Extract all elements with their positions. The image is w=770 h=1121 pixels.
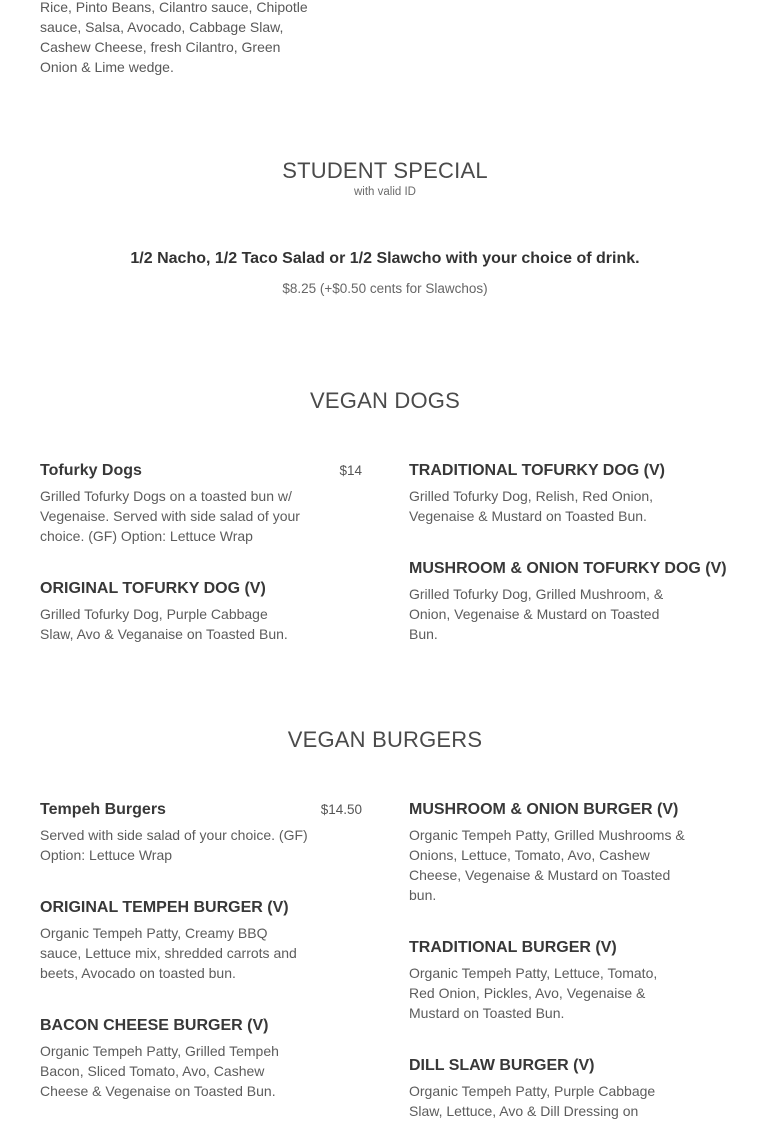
item-description: Grilled Tofurky Dog, Purple Cabbage Slaw, Avo & Veganaise on Toasted Bun. (40, 606, 288, 642)
item-price: $14 (339, 463, 362, 478)
item-name: Tempeh Burgers (40, 801, 166, 818)
vegan-dogs-title: VEGAN DOGS (310, 388, 460, 413)
item-description: Organic Tempeh Patty, Creamy BBQ sauce, Lettuce mix, shredded carrots and beets, Avocado on toasted bun. (40, 925, 297, 981)
item-name: DILL SLAW BURGER (V) (409, 1057, 595, 1074)
menu-item-traditional-tofurky-dog (409, 460, 739, 526)
menu-item-mushroom-onion-tofurky-dog (409, 558, 749, 644)
student-special-headline: 1/2 Nacho, 1/2 Taco Salad or 1/2 Slawcho with your choice of drink. (130, 250, 640, 267)
item-description: Organic Tempeh Patty, Purple Cabbage Slaw, Lettuce, Avo & Dill Dressing on (409, 1083, 656, 1119)
item-name: MUSHROOM & ONION BURGER (V) (409, 801, 679, 818)
menu-item-original-tofurky-dog (40, 578, 330, 644)
student-special-price: $8.25 (+$0.50 cents for Slawchos) (282, 281, 488, 296)
menu-item-dill-slaw-burger (409, 1055, 739, 1121)
item-description: Served with side salad of your choice. (GF) Option: Lettuce Wrap (40, 827, 308, 863)
item-name: TRADITIONAL TOFURKY DOG (V) (409, 462, 665, 479)
item-name: MUSHROOM & ONION TOFURKY DOG (V) (409, 560, 727, 577)
menu-item-tempeh-burgers (40, 799, 362, 865)
item-description: Organic Tempeh Patty, Grilled Mushrooms & Onions, Lettuce, Tomato, Avo, Cashew Cheese, Vegenaise & Mustard on Toasted bun. (409, 827, 685, 903)
item-price: $14.50 (320, 802, 362, 817)
vegan-burgers-title: VEGAN BURGERS (287, 727, 483, 752)
student-special-subtitle: with valid ID (354, 186, 416, 198)
menu-item-original-tempeh-burger (40, 897, 330, 983)
item-description: Organic Tempeh Patty, Lettuce, Tomato, Red Onion, Pickles, Avo, Vegenaise & Mustard on Toasted Bun. (409, 965, 658, 1021)
item-name: BACON CHEESE BURGER (V) (40, 1017, 269, 1034)
menu-item-tofurky-dogs (40, 460, 362, 546)
item-description: Grilled Tofurky Dog, Grilled Mushroom, & Onion, Vegenaise & Mustard on Toasted Bun. (409, 586, 664, 642)
item-description: Organic Tempeh Patty, Grilled Tempeh Bacon, Sliced Tomato, Avo, Cashew Cheese & Vegenaise on Toasted Bun. (40, 1043, 279, 1099)
menu-item-bacon-cheese-burger (40, 1015, 330, 1101)
previous-item-description: Rice, Pinto Beans, Cilantro sauce, Chipotle sauce, Salsa, Avocado, Cabbage Slaw, Cashew Cheese, fresh Cilantro, Green Onion & Lime wedge. (40, 0, 308, 75)
menu-item-mushroom-onion-burger (409, 799, 739, 905)
item-name: ORIGINAL TEMPEH BURGER (V) (40, 899, 289, 916)
item-name: Tofurky Dogs (40, 462, 142, 479)
item-description: Grilled Tofurky Dog, Relish, Red Onion, Vegenaise & Mustard on Toasted Bun. (409, 488, 654, 524)
menu-item-traditional-burger (409, 937, 739, 1023)
item-name: ORIGINAL TOFURKY DOG (V) (40, 580, 266, 597)
item-name: TRADITIONAL BURGER (V) (409, 939, 617, 956)
item-description: Grilled Tofurky Dogs on a toasted bun w/ Vegenaise. Served with side salad of your choice. (GF) Option: Lettuce Wrap (40, 488, 300, 544)
student-special-title: STUDENT SPECIAL (282, 158, 488, 183)
